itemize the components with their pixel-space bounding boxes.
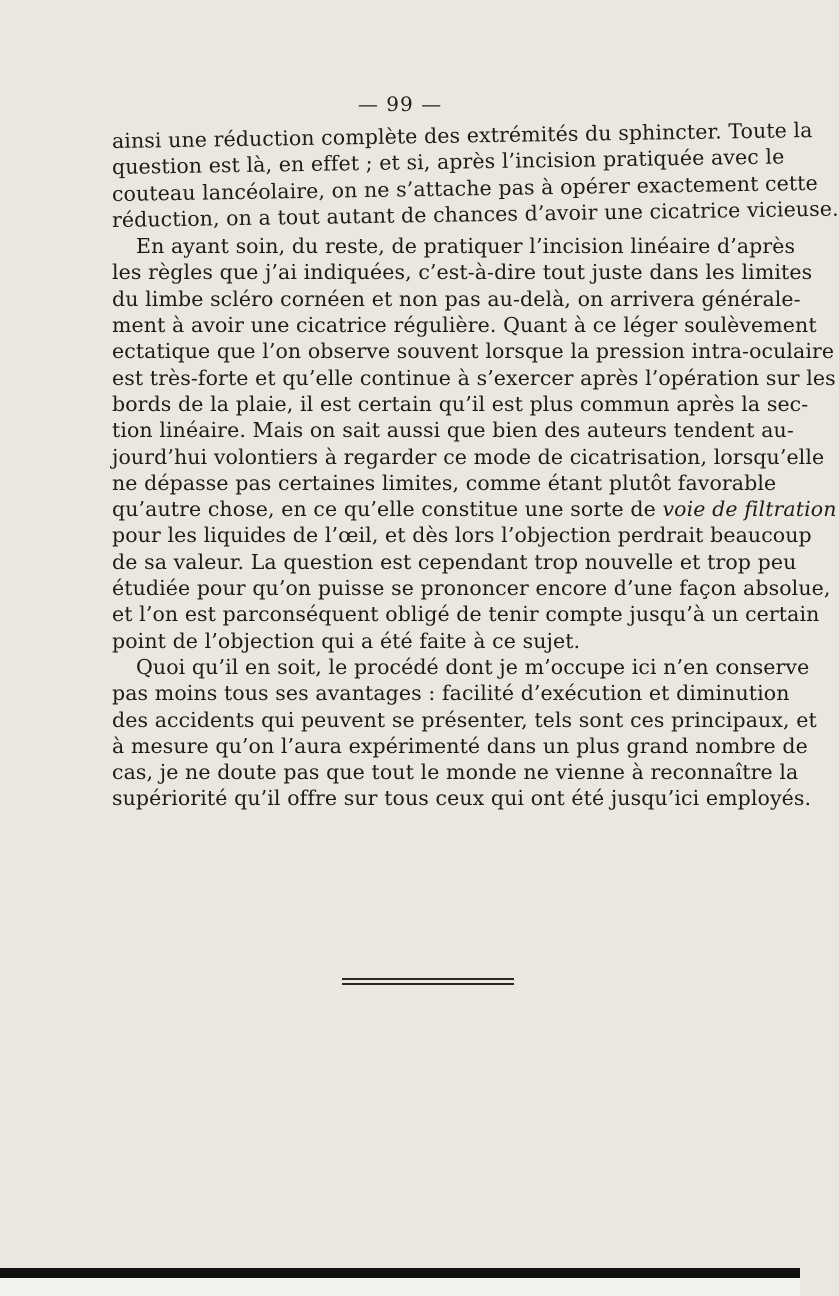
- text-line: question est là, en effet ; et si, après l’incision pratiquée avec le: [111, 144, 785, 180]
- text-segment: qu’autre chose, en ce qu’elle constitue une sorte de: [112, 497, 656, 522]
- rule-line: [342, 983, 514, 985]
- text-line: En ayant soin, du reste, de pratiquer l’incision linéaire d’après: [136, 234, 796, 259]
- text-line: bords de la plaie, il est certain qu’il est plus commun après la sec-: [112, 391, 809, 416]
- page-number: — 99 —: [357, 92, 443, 116]
- text-line: du limbe scléro cornéen et non pas au-delà, on arrivera générale-: [112, 286, 801, 311]
- text-line: point de l’objection qui a été faite à ce sujet.: [112, 628, 581, 653]
- italic-phrase: voie de filtration: [662, 497, 837, 522]
- text-line: réduction, on a tout autant de chances d’avoir une cicatrice vicieuse.: [111, 196, 839, 232]
- text-line: pas moins tous ses avantages : facilité d’exécution et diminution: [112, 681, 790, 706]
- text-line: étudiée pour qu’on puisse se prononcer encore d’une façon absolue,: [112, 576, 831, 601]
- text-line: pour les liquides de l’œil, et dès lors l’objection perdrait beaucoup: [112, 523, 812, 548]
- section-end-rule: [342, 978, 514, 988]
- rule-line: [342, 978, 514, 980]
- text-line: est très-forte et qu’elle continue à s’exercer après l’opération sur les: [112, 365, 836, 390]
- text-line: tion linéaire. Mais on sait aussi que bien des auteurs tendent au-: [112, 418, 794, 443]
- text-line: ment à avoir une cicatrice régulière. Quant à ce léger soulèvement: [112, 313, 817, 338]
- scan-edge-band: [0, 1268, 800, 1278]
- text-line-with-italic: [112, 496, 837, 522]
- text-line: supériorité qu’il offre sur tous ceux qui ont été jusqu’ici employés.: [112, 786, 812, 811]
- text-line: ainsi une réduction complète des extrémités du sphincter. Toute la: [111, 117, 813, 153]
- scan-edge-margin: [0, 1278, 800, 1296]
- text-line: jourd’hui volontiers à regarder ce mode de cicatrisation, lorsqu’elle: [112, 444, 825, 469]
- text-line: cas, je ne doute pas que tout le monde ne vienne à reconnaître la: [112, 760, 799, 785]
- text-line: ectatique que l’on observe souvent lorsque la pression intra-oculaire: [112, 339, 835, 364]
- text-line: et l’on est parconséquent obligé de tenir compte jusqu’à un certain: [112, 602, 820, 627]
- body-text: [111, 117, 839, 812]
- text-line: ne dépasse pas certaines limites, comme étant plutôt favorable: [112, 470, 777, 495]
- text-line: des accidents qui peuvent se présenter, tels sont ces principaux, et: [112, 707, 817, 732]
- text-line: de sa valeur. La question est cependant trop nouvelle et trop peu: [112, 549, 797, 574]
- text-line: couteau lancéolaire, on ne s’attache pas à opérer exactement cette: [111, 170, 818, 206]
- text-line: les règles que j’ai indiquées, c’est-à-dire tout juste dans les limites: [112, 260, 813, 285]
- text-line: Quoi qu’il en soit, le procédé dont je m’occupe ici n’en conserve: [136, 654, 810, 679]
- text-line: à mesure qu’on l’aura expérimenté dans un plus grand nombre de: [112, 733, 808, 758]
